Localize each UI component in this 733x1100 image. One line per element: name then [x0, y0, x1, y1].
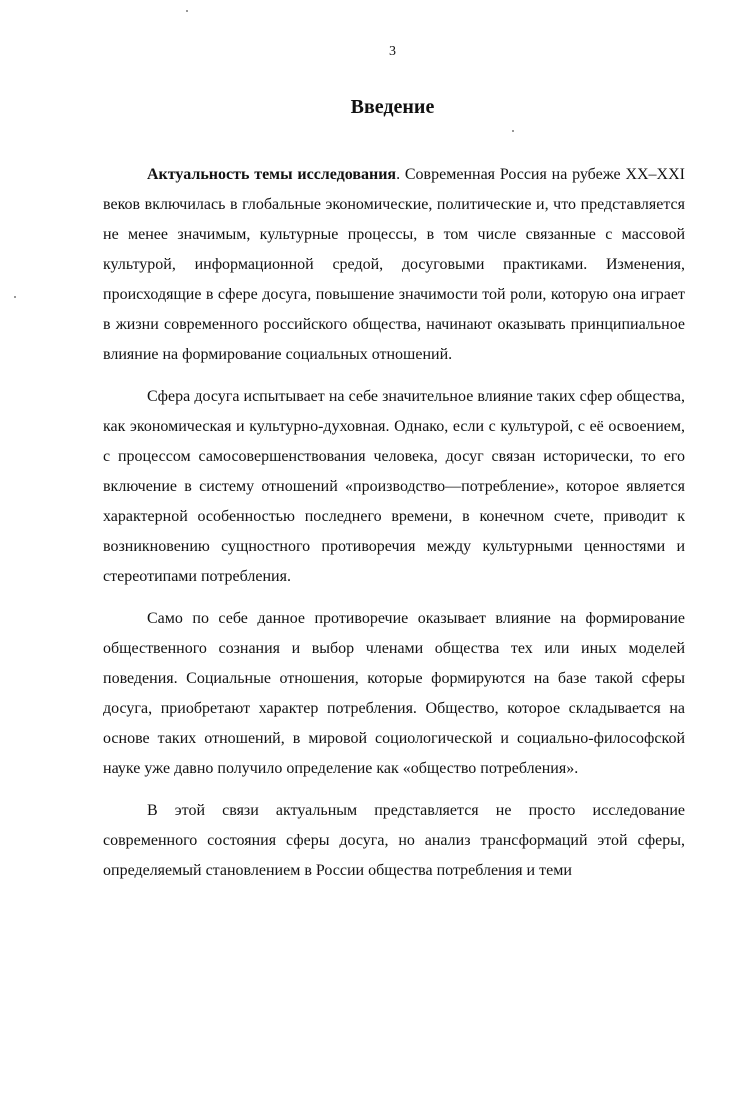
scan-speck [512, 130, 514, 132]
body-text [103, 160, 685, 898]
paragraph-lead: Актуальность темы исследования [147, 166, 397, 183]
paragraph-leisure-influence: Сфера досуга испытывает на себе значительное влияние таких сфер общества, как экономическая и культурно-духовная. Однако, если с культурой, с её освоением, с процессом самосовершенствования человека, досуг связан исторически, то его включение в систему отношений «производство—потребление», которое является характерной особенностью последнего времени, в конечном счете, приводит к возникновению сущностного противоречия между культурными ценностями и стереотипами потребления. [103, 388, 685, 585]
paragraph-research-context: В этой связи актуальным представляется не просто исследование современного состояния сферы досуга, но анализ трансформаций этой сферы, определяемый становлением в России общества потребления и теми [103, 802, 685, 879]
page-number: 3 [389, 44, 396, 59]
paragraph-text: . Современная Россия на рубеже XX–XXI веков включилась в глобальные экономические, политические и, что представляется не менее значимым, культурные процессы, в том числе связанные с массовой культурой, информационной средой, досуговыми практиками. Изменения, происходящие в сфере досуга, повышение значимости той роли, которую она играет в жизни современного российского общества, начинают оказывать принципиальное влияние на формирование социальных отношений. [103, 166, 685, 363]
scan-speck [14, 296, 16, 298]
paragraph-relevance [103, 160, 685, 370]
paragraph-contradiction: Само по себе данное противоречие оказывает влияние на формирование общественного сознания и выбор членами общества тех или иных моделей поведения. Социальные отношения, которые формируются на базе такой сферы досуга, приобретают характер потребления. Общество, которое складывается на основе таких отношений, в мировой социологической и социально-философской науке уже давно получило определение как «общество потребления». [103, 610, 685, 777]
page-title: Введение [350, 96, 435, 118]
scan-speck [186, 10, 188, 12]
